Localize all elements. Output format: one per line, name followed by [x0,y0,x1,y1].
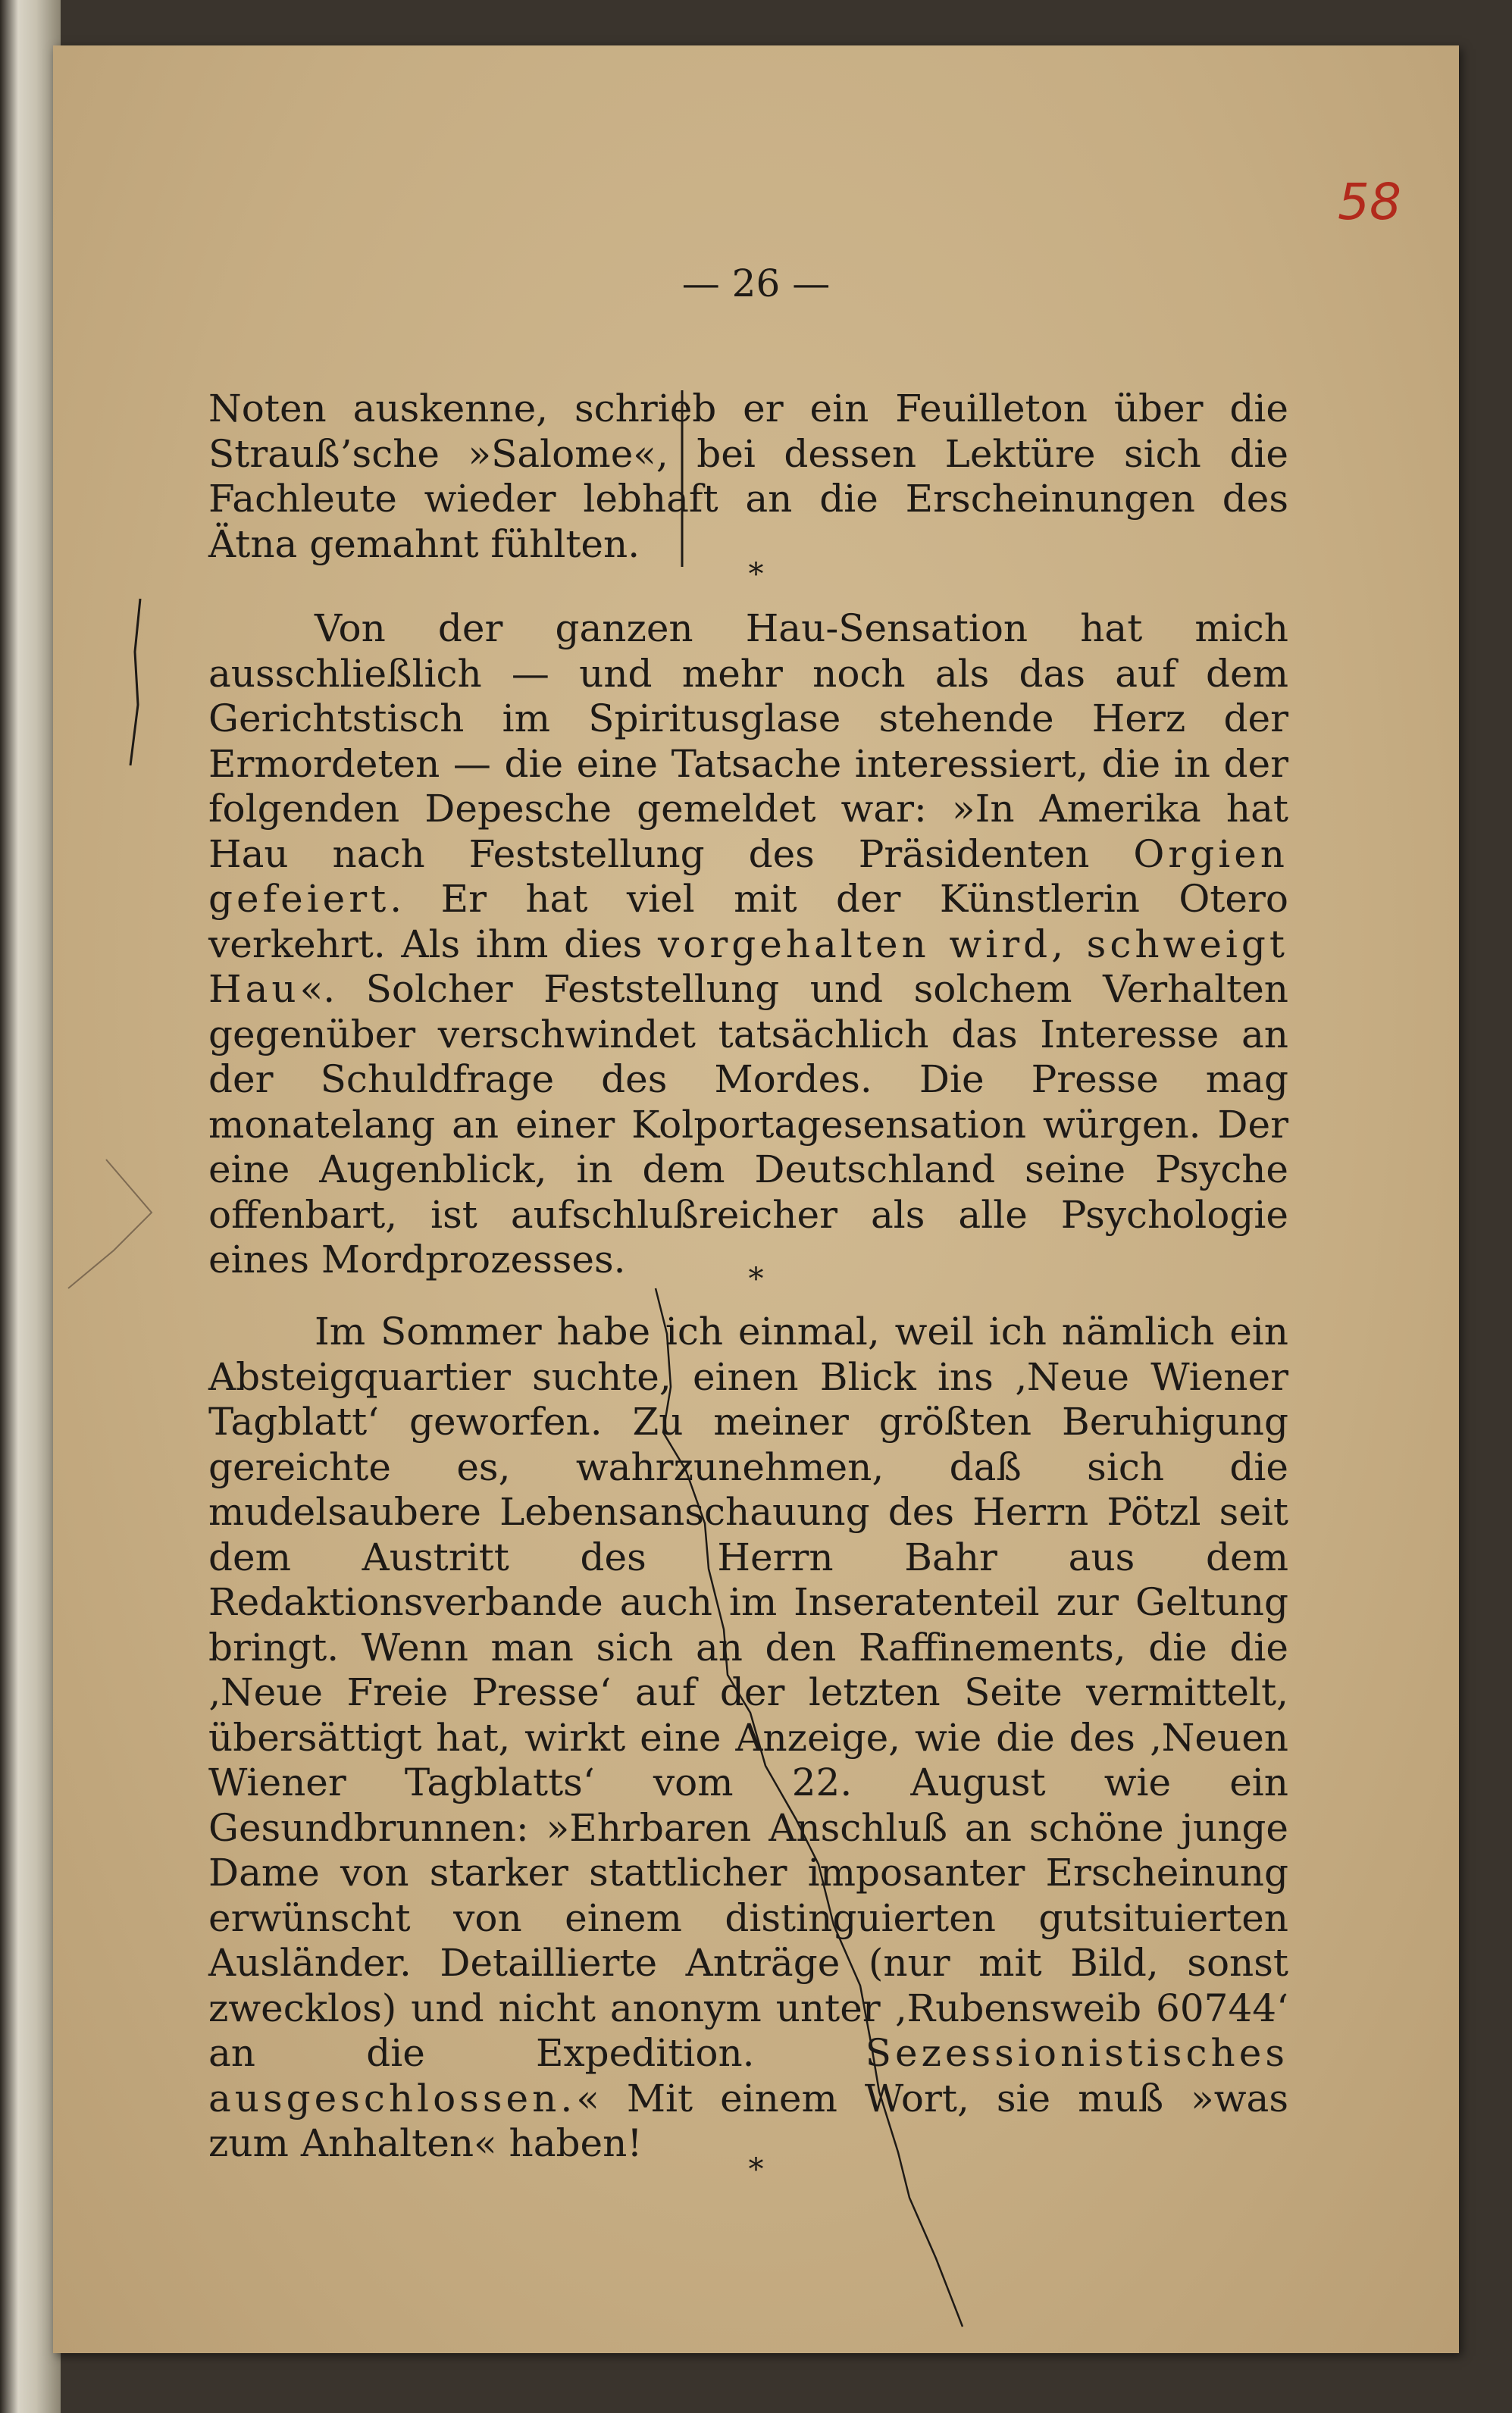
paragraph-2-emphasis-2: vorgehalten wird, schweigt Hau [208,922,1288,1011]
paragraph-2-emphasis-1: Orgien gefeiert [208,831,1288,921]
section-separator-1: * [748,557,764,592]
section-separator-3: * [748,2152,764,2187]
paragraph-3-part-a: Im Sommer habe ich einmal, weil ich nämlich ein Absteigquartier suchte, einen Blick ins ‚Neue Wiener Tagblatt‘ geworfen. Zu meiner größten Beruhigung gereichte es, wahrzunehmen, daß sich die mudelsaubere Lebensanschauung des Herrn Pötzl seit dem Austritt des Herrn Bahr aus dem Redaktionsverbande auch im Inseratenteil zur Geltung bringt. Wenn man sich an den Raffinements, die die ‚Neue Freie Presse‘ auf der letzten Seite vermittelt, übersättigt hat, wirkt eine Anzeige, wie die des ‚Neuen Wiener Tagblatts‘ vom 22. August wie ein Gesundbrunnen: »Ehrbaren Anschluß an schöne junge Dame von starker stattlicher imposanter Erscheinung erwünscht von einem distinguierten gutsituierten Ausländer. Detaillierte Anträge (nur mit Bild, sonst zwecklos) und nicht anonym unter ‚Rubensweib 60744‘ an die Expedition. [208,1310,1288,2075]
folio-mark: 58 [1338,173,1401,231]
paragraph-1-text: Noten auskenne, schrieb er ein Feuilleton über die Strauß’sche »Salome«, bei dessen Lektüre sich die Fachleute wieder lebhaft an die Erscheinungen des Ätna gemahnt fühlten. [208,387,1288,566]
page-number: — 26 — [681,261,831,305]
paragraph-3-part-c: « Mit einem Wort, sie muß »was zum Anhalten« haben! [208,2076,1288,2165]
paragraph-2-part-c: . Er hat viel mit der Künstlerin Otero verkehrt. Als ihm dies [208,877,1288,966]
section-separator-2: * [748,1262,764,1297]
paragraph-2-part-a: Von der ganzen Hau-Sensation hat mich ausschließlich — und mehr noch als das auf dem Gerichtstisch im Spiritusglase stehende Herz der Ermordeten — die eine Tatsache interessiert, die in der folgenden Depesche gemeldet war: »In Amerika hat Hau nach Feststellung des Präsidenten [208,606,1288,876]
paragraph-3-emphasis: Sezessionistisches ausgeschlossen. [208,2031,1288,2120]
paragraph-2-part-e: «. Solcher Feststellung und solchem Verhalten gegenüber verschwindet tatsächlich das Interesse an der Schuldfrage des Mordes. Die Presse mag monatelang an einer Kolportagesensation würgen. Der eine Augenblick, in dem Deutschland seine Psyche offenbart, ist aufschlußreicher als alle Psychologie eines Mordprozesses. [208,967,1288,1282]
